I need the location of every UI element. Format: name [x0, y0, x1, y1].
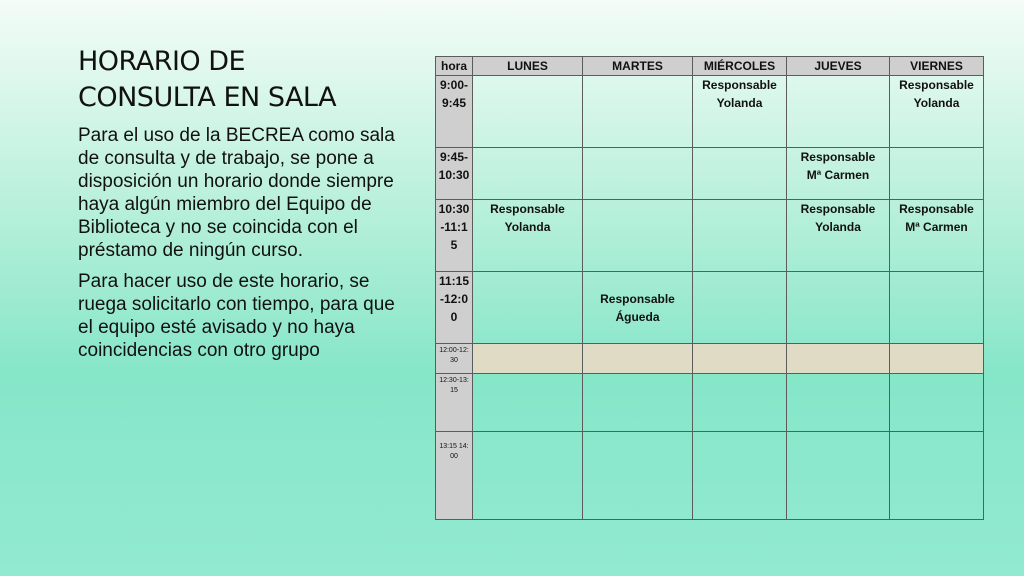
- hora-cell: 9:45-10:30: [436, 148, 473, 200]
- schedule-cell: [583, 272, 693, 344]
- schedule-cell: [583, 148, 693, 200]
- schedule-cell: [890, 148, 984, 200]
- cell-line-2: Yolanda: [913, 96, 960, 110]
- schedule-cell: [473, 344, 583, 374]
- schedule-cell: [583, 344, 693, 374]
- cell-line-2: Águeda: [615, 309, 660, 324]
- schedule-cell: [787, 432, 890, 520]
- slide-title: [78, 44, 408, 116]
- schedule-cell: [890, 272, 984, 344]
- schedule-cell: [787, 374, 890, 432]
- schedule-cell: [693, 76, 787, 148]
- table-row: [436, 374, 984, 432]
- slide-body-text: [78, 124, 403, 370]
- schedule-cell: [890, 200, 984, 272]
- schedule-cell: [693, 344, 787, 374]
- schedule-table: [435, 56, 984, 520]
- schedule-cell: [693, 432, 787, 520]
- header-hora: hora: [436, 57, 473, 76]
- cell-line-1: Responsable: [800, 150, 876, 164]
- schedule-cell: [787, 272, 890, 344]
- header-viernes: VIERNES: [890, 57, 984, 76]
- hora-cell: 13:15 14:00: [436, 432, 473, 520]
- cell-line-2: Yolanda: [815, 220, 861, 234]
- paragraph-request: Para hacer uso de este horario, se ruega solicitarlo con tiempo, para que el equipo esté avisado y no haya coincidencias con otro grupo: [78, 271, 395, 361]
- schedule-cell: [787, 148, 890, 200]
- header-martes: MARTES: [583, 57, 693, 76]
- schedule-cell: [473, 374, 583, 432]
- cell-line-1: Responsable: [600, 291, 675, 306]
- schedule-cell: [473, 432, 583, 520]
- schedule-cell: [693, 148, 787, 200]
- cell-line-1: Responsable: [800, 202, 876, 216]
- schedule-cell: [473, 148, 583, 200]
- cell-line-2: Mª Carmen: [806, 168, 870, 182]
- schedule-cell: [890, 76, 984, 148]
- table-row: [436, 200, 984, 272]
- hora-cell: 9:00-9:45: [436, 76, 473, 148]
- schedule-cell: [473, 272, 583, 344]
- header-lunes: LUNES: [473, 57, 583, 76]
- table-row: [436, 148, 984, 200]
- cell-line-1: Responsable: [702, 78, 777, 92]
- schedule-cell: [890, 374, 984, 432]
- schedule-cell: [473, 76, 583, 148]
- cell-line-2: Yolanda: [716, 96, 763, 110]
- schedule-cell: [583, 200, 693, 272]
- table-row: [436, 432, 984, 520]
- schedule-cell: [583, 374, 693, 432]
- schedule-cell: [583, 76, 693, 148]
- hora-cell: 12:00-12:30: [436, 344, 473, 374]
- cell-line-1: Responsable: [899, 78, 974, 92]
- schedule-cell: [473, 200, 583, 272]
- hora-cell: 12:30-13:15: [436, 374, 473, 432]
- cell-line-1: Responsable: [490, 202, 565, 216]
- cell-line-2: Yolanda: [504, 220, 551, 234]
- header-miercoles: MIÉRCOLES: [693, 57, 787, 76]
- header-jueves: JUEVES: [787, 57, 890, 76]
- hora-cell: 10:30-11:15: [436, 200, 473, 272]
- paragraph-usage: Para el uso de la BECREA como sala de consulta y de trabajo, se pone a disposición un horario donde siempre haya algún miembro del Equipo de Biblioteca y no se coincida con el préstamo de ningún curso.: [78, 125, 395, 261]
- table-row-break: [436, 344, 984, 374]
- table-row: [436, 272, 984, 344]
- schedule-cell: [693, 374, 787, 432]
- cell-line-2: Mª Carmen: [905, 220, 968, 234]
- title-line-1: HORARIO DE: [78, 46, 246, 77]
- schedule-cell: [693, 200, 787, 272]
- schedule-cell: [890, 344, 984, 374]
- table-row: [436, 76, 984, 148]
- title-line-2: CONSULTA EN SALA: [78, 82, 337, 113]
- schedule-cell: [787, 76, 890, 148]
- schedule-cell: [583, 432, 693, 520]
- table-header-row: [436, 57, 984, 76]
- cell-line-1: Responsable: [899, 202, 974, 216]
- schedule-cell: [787, 344, 890, 374]
- schedule-cell: [693, 272, 787, 344]
- schedule-cell: [787, 200, 890, 272]
- schedule-cell: [890, 432, 984, 520]
- hora-cell: 11:15-12:00: [436, 272, 473, 344]
